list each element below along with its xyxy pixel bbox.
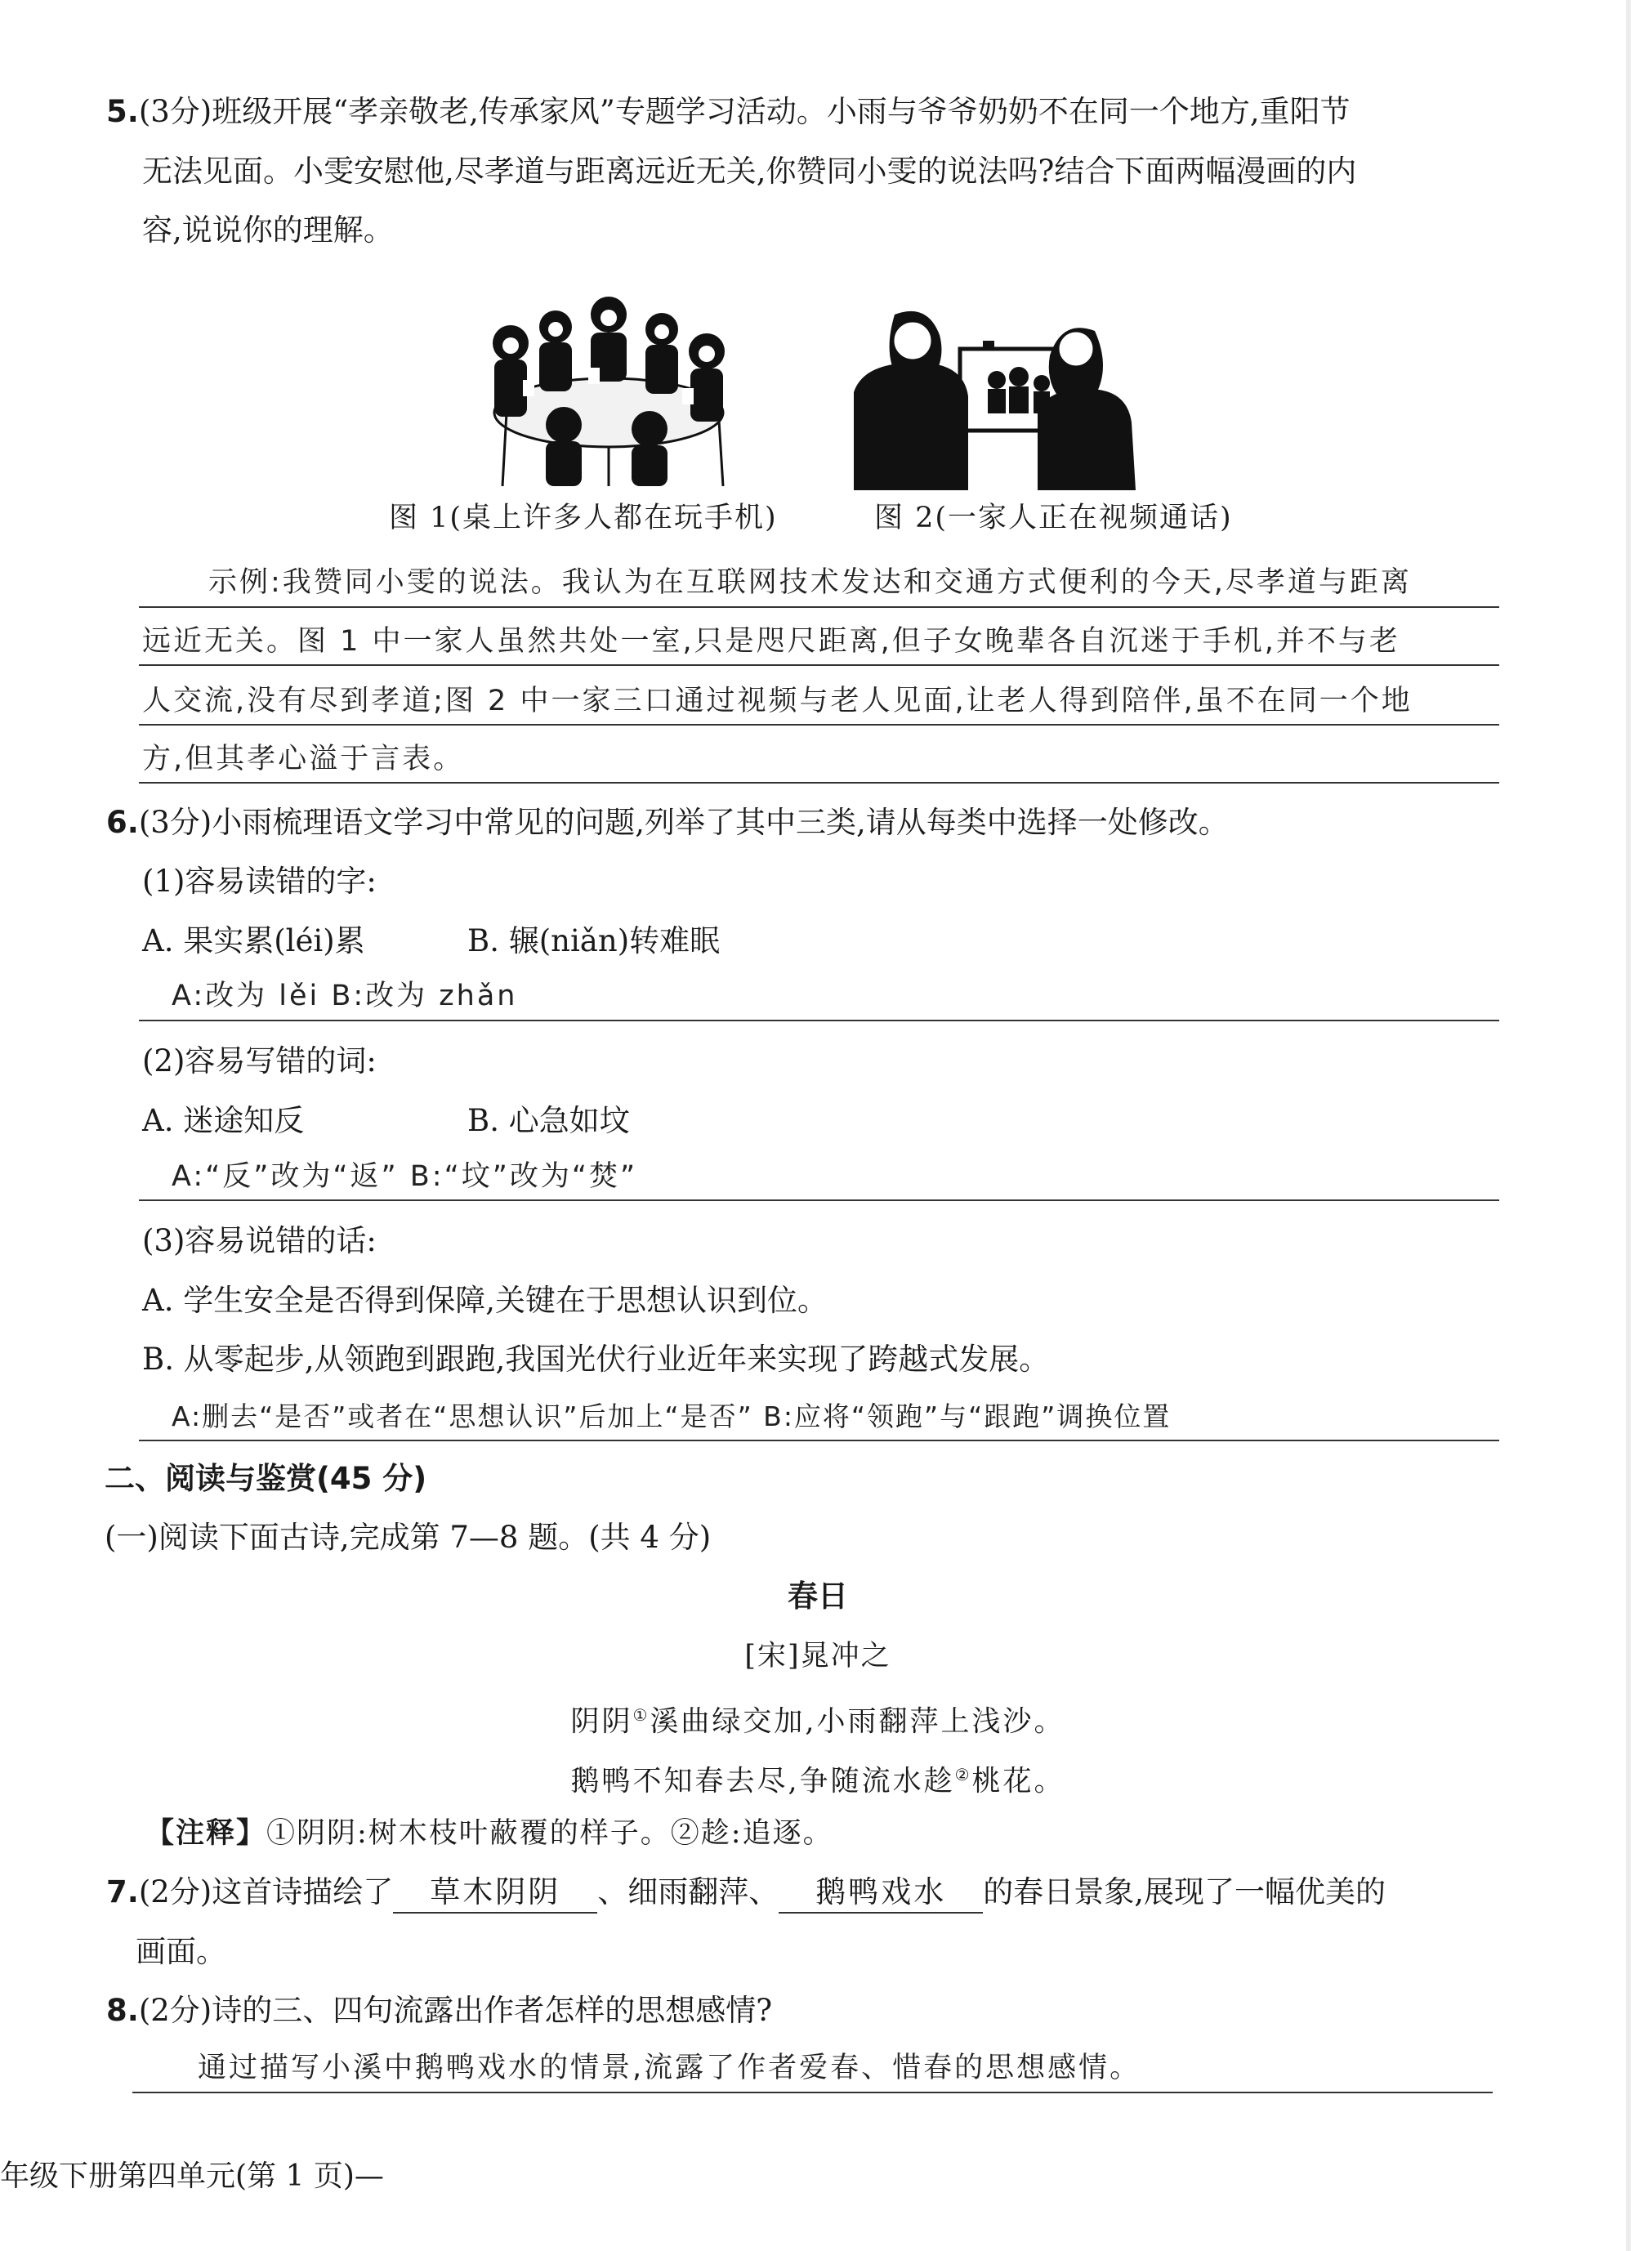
q5-answer-line-3: 人交流,没有尽到孝道;图 2 中一家三口通过视频与老人见面,让老人得到陪伴,虽不在同一个地 — [142, 685, 1413, 717]
q6-part3-title: (3)容易说错的话: — [142, 1223, 377, 1258]
q6-part2-option-b: B. 心急如坟 — [467, 1103, 630, 1138]
q6-part3-option-b: B. 从零起步,从领跑到跟跑,我国光伏行业近年来实现了跨越式发展。 — [142, 1342, 1050, 1377]
q6-part2-answer: A:“反”改为“返” B:“坟”改为“焚” — [172, 1160, 638, 1193]
q6-part1-option-b: B. 辗(niǎn)转难眠 — [467, 923, 721, 958]
q6-number: 6. — [106, 805, 139, 840]
q7-blank-2: 鹅鸭戏水 — [779, 1873, 983, 1914]
q7-text-d: 画面。 — [136, 1934, 226, 1969]
q5-answer-line-1: 示例:我赞同小雯的说法。我认为在互联网技术发达和交通方式便利的今天,尽孝道与距离 — [208, 566, 1412, 599]
poem-line-2-a: 鹅鸭不知春去尽,争随流水趁 — [570, 1765, 955, 1798]
q7-number: 7. — [106, 1874, 139, 1909]
q5-number: 5. — [106, 94, 139, 129]
q5-answer-rule-2 — [139, 664, 1499, 666]
q8-answer: 通过描写小溪中鹅鸭戏水的情景,流露了作者爱春、惜春的思想感情。 — [198, 2052, 1141, 2084]
q6-part2-answer-rule — [139, 1199, 1499, 1201]
q5-answer-rule-3 — [139, 724, 1499, 726]
figure-1-caption: 图 1(桌上许多人都在玩手机) — [389, 502, 778, 534]
poem-line-1-a: 阴阴 — [570, 1705, 633, 1739]
figure-1-family-phones — [474, 290, 743, 490]
q7-blank-1: 草木阴阴 — [393, 1873, 597, 1914]
poem-note-marker-1: ① — [632, 1705, 650, 1725]
q6-part3-answer: A:删去“是否”或者在“思想认识”后加上“是否” B:应将“领跑”与“跟跑”调换位置 — [172, 1400, 1172, 1432]
figure-2-caption: 图 2(一家人正在视频通话) — [874, 502, 1233, 534]
q6-part1-answer: A:改为 lěi B:改为 zhǎn — [172, 980, 518, 1012]
q6-part2-title: (2)容易写错的词: — [142, 1043, 377, 1079]
poem-notes — [145, 1814, 833, 1853]
poem-author: [宋]晁冲之 — [744, 1640, 891, 1673]
q6-part2-option-a: A. 迷途知反 — [142, 1103, 305, 1138]
q6-part3-answer-rule — [139, 1440, 1499, 1441]
q5-answer-rule-4 — [139, 782, 1499, 784]
q5-answer-rule-1 — [139, 606, 1499, 608]
poem-line-1 — [0, 1695, 1644, 1742]
q5-line-1 — [106, 92, 1351, 132]
poem-title: 春日 — [788, 1579, 848, 1614]
q8-answer-rule — [132, 2092, 1493, 2093]
q6-part3-option-a: A. 学生安全是否得到保障,关键在于思想认识到位。 — [142, 1283, 828, 1318]
q6-part1-title: (1)容易读错的字: — [142, 864, 377, 899]
q8-number: 8. — [106, 1993, 139, 2028]
q7-line-1 — [106, 1873, 1386, 1914]
q7-text-a: (2分)这首诗描绘了 — [138, 1874, 394, 1909]
section-2-subheading: (一)阅读下面古诗,完成第 7—8 题。(共 4 分) — [105, 1520, 712, 1555]
poem-line-2-b: 桃花。 — [971, 1765, 1065, 1798]
section-2-heading: 二、阅读与鉴赏(45 分) — [105, 1461, 427, 1496]
q6-line — [106, 803, 1229, 842]
poem-line-2 — [0, 1755, 1644, 1802]
poem-notes-text: ①阴阴:树木枝叶蔽覆的样子。②趁:追逐。 — [266, 1817, 833, 1850]
q5-stem-2: 无法见面。小雯安慰他,尽孝道与距离远近无关,你赞同小雯的说法吗?结合下面两幅漫画的内 — [142, 154, 1357, 189]
q5-stem-3: 容,说说你的理解。 — [142, 212, 394, 248]
q6-part1-option-a: A. 果实累(léi)累 — [142, 923, 365, 958]
q7-text-b: 、细雨翻萍、 — [597, 1874, 779, 1909]
page-edge-shadow — [1626, 0, 1631, 2251]
q8-line — [106, 1991, 772, 2030]
poem-note-marker-2: ② — [954, 1765, 972, 1784]
q6-part1-answer-rule — [139, 1020, 1499, 1021]
poem-notes-label: 【注释】 — [145, 1817, 267, 1850]
q5-stem-1: (3分)班级开展“孝亲敬老,传承家风”专题学习活动。小雨与爷爷奶奶不在同一个地方,重阳节 — [138, 94, 1351, 129]
figure-2-video-call — [837, 298, 1152, 490]
q7-text-c: 的春日景象,展现了一幅优美的 — [983, 1874, 1386, 1909]
q5-answer-line-2: 远近无关。图 1 中一家人虽然共处一室,只是咫尺距离,但子女晚辈各自沉迷于手机,并不与老 — [142, 625, 1400, 658]
poem-line-1-b: 溪曲绿交加,小雨翻萍上浅沙。 — [650, 1705, 1065, 1739]
page-footer: 年级下册第四单元(第 1 页)— — [0, 2159, 384, 2193]
q5-answer-line-4: 方,但其孝心溢于言表。 — [142, 743, 465, 775]
q8-stem: (2分)诗的三、四句流露出作者怎样的思想感情? — [138, 1993, 773, 2028]
q6-stem: (3分)小雨梳理语文学习中常见的问题,列举了其中三类,请从每类中选择一处修改。 — [138, 805, 1229, 840]
